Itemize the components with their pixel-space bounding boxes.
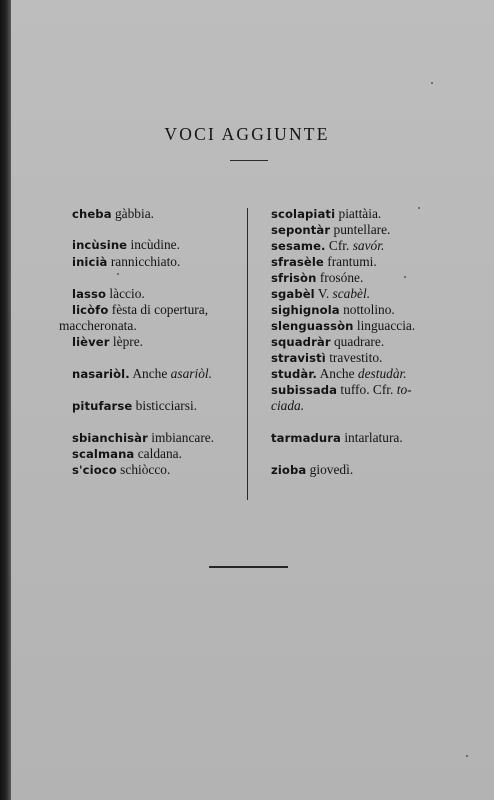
dictionary-entry: [271, 254, 377, 270]
entry-definition: gàbbia.: [111, 206, 155, 221]
entry-definition: bisticciarsi.: [132, 398, 198, 413]
entry-definition: travestito.: [325, 350, 383, 365]
column-divider: [247, 208, 248, 500]
dictionary-entry: [271, 206, 381, 222]
dictionary-entry: [271, 222, 390, 238]
dictionary-entry: [271, 382, 412, 398]
entry-italic-reference: ciada.: [271, 398, 305, 413]
dictionary-entry: [72, 206, 154, 222]
entry-definition: incùdine.: [127, 237, 180, 252]
dictionary-entry: [271, 270, 363, 286]
entry-definition: puntellare.: [330, 222, 391, 237]
entry-definition: tuffo. Cfr.: [337, 382, 397, 397]
dictionary-entry: [72, 430, 214, 446]
book-binding-edge: [0, 0, 11, 800]
entry-headword: subissada: [271, 383, 338, 397]
dictionary-entry: [72, 398, 197, 414]
entry-definition: piattàia.: [335, 206, 382, 221]
dictionary-entry: [271, 238, 384, 254]
entry-definition: quadrare.: [330, 334, 385, 349]
entry-definition: caldana.: [134, 446, 182, 461]
scan-speck: [466, 755, 468, 757]
entry-headword: incùsine: [72, 238, 128, 252]
entry-italic-reference: destudàr.: [357, 366, 407, 381]
dictionary-entry: [271, 286, 370, 302]
entry-headword: sfrisòn: [271, 271, 317, 285]
entry-headword: licòfo: [72, 303, 109, 317]
entry-headword: pitufarse: [72, 399, 133, 413]
dictionary-entry: [72, 237, 180, 253]
dictionary-entry: [271, 334, 384, 350]
entry-headword: sgabèl: [271, 287, 315, 301]
entry-headword: studàr.: [271, 367, 317, 381]
entry-headword: sesame.: [271, 239, 326, 253]
entry-definition: lèpre.: [109, 334, 144, 349]
entry-definition: rannicchiato.: [107, 254, 181, 269]
entry-definition: schiòcco.: [116, 462, 171, 477]
dictionary-entry: [271, 398, 304, 414]
entry-italic-reference: savór.: [352, 238, 385, 253]
dictionary-entry: [271, 302, 395, 318]
entry-headword: slenguassòn: [271, 319, 354, 333]
dictionary-entry: [72, 334, 143, 350]
entry-definition: fèsta di copertura,: [108, 302, 209, 317]
entry-headword: sbianchisàr: [72, 431, 148, 445]
entry-headword: lasso: [72, 287, 107, 301]
entry-definition: giovedì.: [306, 462, 354, 477]
entry-headword: sighignola: [271, 303, 340, 317]
entry-headword: nasariòl.: [72, 367, 130, 381]
entry-headword: sfrasèle: [271, 255, 324, 269]
title-rule: [230, 160, 268, 161]
entry-headword: inicià: [72, 255, 108, 269]
entry-italic-reference: asariòl.: [170, 366, 212, 381]
dictionary-entry: [72, 366, 212, 382]
entry-headword: scalmana: [72, 447, 135, 461]
scan-speck: [404, 276, 406, 278]
entry-headword: sepontàr: [271, 223, 331, 237]
dictionary-entry: [72, 254, 180, 270]
entry-definition: Cfr.: [325, 238, 353, 253]
dictionary-entry: [271, 350, 382, 366]
dictionary-entry: [72, 302, 208, 318]
entry-definition: intarlatura.: [340, 430, 403, 445]
entry-definition: làccio.: [106, 286, 145, 301]
entry-italic-reference: scabèl.: [332, 286, 371, 301]
entry-definition: linguaccia.: [353, 318, 416, 333]
entry-definition: nottolino.: [339, 302, 395, 317]
entry-definition: imbiancare.: [147, 430, 215, 445]
entry-definition: V.: [314, 286, 333, 301]
scan-speck: [431, 82, 433, 84]
entry-definition: maccheronata.: [59, 318, 137, 333]
dictionary-entry: [271, 366, 407, 382]
dictionary-entry: [72, 462, 170, 478]
entry-headword: zioba: [271, 463, 307, 477]
dictionary-entry: [271, 462, 353, 478]
entry-definition: frosóne.: [316, 270, 364, 285]
entry-definition: frantumi.: [323, 254, 377, 269]
end-rule: [209, 566, 288, 568]
dictionary-entry: [271, 318, 415, 334]
entry-headword: lièver: [72, 335, 110, 349]
dictionary-entry: [72, 446, 182, 462]
scan-speck: [418, 207, 420, 209]
entry-headword: scolapiati: [271, 207, 336, 221]
entry-definition: Anche: [129, 366, 171, 381]
entry-headword: tarmadura: [271, 431, 341, 445]
entry-headword: s'cioco: [72, 463, 117, 477]
scan-speck: [117, 273, 119, 275]
entry-headword: stravistì: [271, 351, 326, 365]
dictionary-entry: [271, 430, 403, 446]
page-title: VOCI AGGIUNTE: [164, 124, 330, 144]
dictionary-entry: [72, 286, 145, 302]
entry-definition: Anche: [317, 366, 358, 381]
entry-italic-reference: to-: [396, 382, 412, 397]
entry-headword: squadràr: [271, 335, 331, 349]
entry-headword: cheba: [72, 207, 112, 221]
dictionary-entry: [59, 318, 137, 334]
